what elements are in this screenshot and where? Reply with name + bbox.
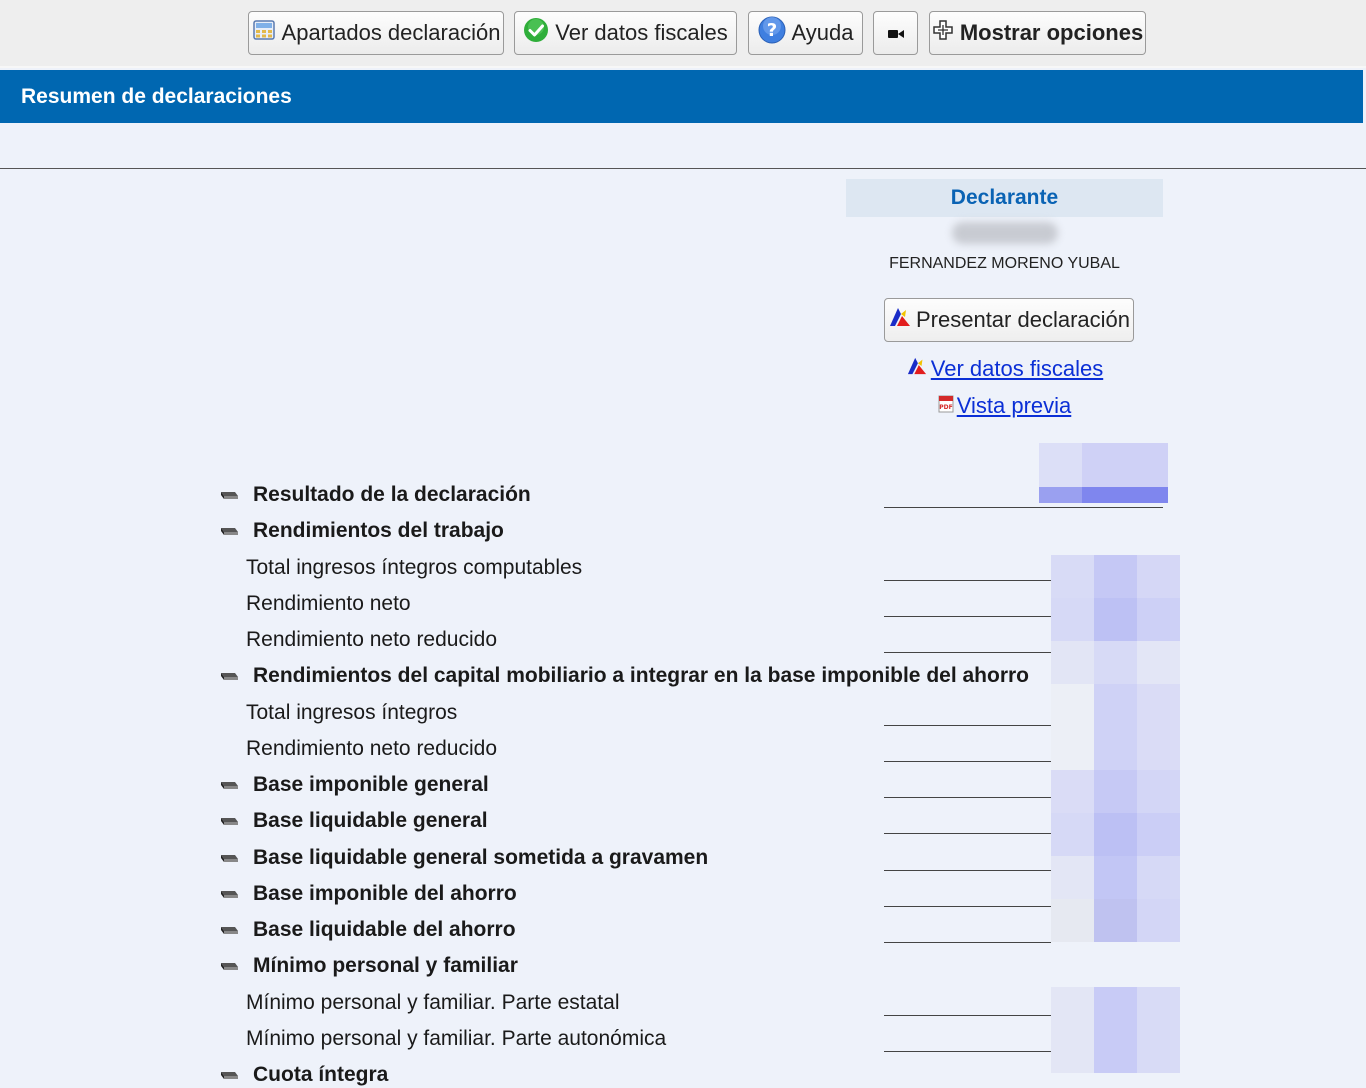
value-underline: [884, 761, 1051, 762]
header-value-block: [1039, 487, 1082, 503]
value-underline: [884, 942, 1051, 943]
redacted-value-block: [1094, 1030, 1137, 1073]
summary-row[interactable]: [219, 881, 517, 907]
redacted-value-block: [1137, 641, 1180, 684]
summary-row[interactable]: [219, 917, 516, 943]
summary-row: [246, 555, 582, 581]
summary-row: [246, 736, 497, 762]
collapse-toggle-icon[interactable]: [219, 1063, 239, 1087]
aeat-logo-icon: [888, 306, 912, 334]
summary-row-label: Cuota íntegra: [253, 1063, 389, 1086]
header-value-block: [1039, 443, 1082, 487]
redacted-value-block: [1051, 727, 1094, 770]
mostrar-opciones-button[interactable]: [929, 11, 1146, 55]
redacted-value-block: [1094, 727, 1137, 770]
svg-text:?: ?: [766, 20, 777, 41]
redacted-value-block: [1094, 856, 1137, 899]
collapse-toggle-icon[interactable]: [219, 773, 239, 797]
value-underline: [884, 616, 1051, 617]
presentar-declaracion-button[interactable]: [884, 298, 1134, 342]
redacted-value-block: [1137, 856, 1180, 899]
redacted-value-block: [1094, 770, 1137, 813]
redacted-value-block: [1137, 598, 1180, 641]
value-underline: [884, 1015, 1051, 1016]
summary-row-label: Rendimiento neto reducido: [246, 628, 497, 651]
toolbar: [0, 0, 1366, 68]
redacted-value-block: [1051, 856, 1094, 899]
value-underline: [884, 725, 1051, 726]
redacted-value-block: [1094, 555, 1137, 598]
video-tutorial-button[interactable]: [873, 11, 918, 55]
redacted-value-block: [1051, 598, 1094, 641]
redacted-value-block: [1051, 1030, 1094, 1073]
summary-row: [246, 1026, 666, 1052]
summary-row-label: Base liquidable general: [253, 809, 488, 832]
summary-row-label: Rendimiento neto reducido: [246, 737, 497, 760]
vista-previa-link[interactable]: Vista previa: [956, 393, 1072, 418]
summary-row: [246, 591, 411, 617]
summary-row-label: Rendimientos del capital mobiliario a integrar en la base imponible del ahorro: [253, 664, 1030, 687]
collapse-toggle-icon[interactable]: [219, 882, 239, 906]
summary-row[interactable]: [219, 518, 504, 544]
mostrar-opciones-label: Mostrar opciones: [959, 20, 1144, 45]
calculator-icon: [252, 18, 276, 48]
presentar-declaracion-label: Presentar declaración: [915, 307, 1130, 332]
value-underline: [884, 1051, 1051, 1052]
page-title: Resumen de declaraciones: [21, 84, 292, 108]
redacted-value-block: [1051, 641, 1094, 684]
collapse-toggle-icon[interactable]: [219, 519, 239, 543]
video-camera-icon: [887, 20, 905, 46]
redacted-value-block: [1051, 899, 1094, 942]
header-value-block: [1082, 487, 1168, 503]
value-underline: [884, 507, 1163, 508]
summary-row-label: Base imponible del ahorro: [253, 882, 517, 905]
redacted-value-block: [1137, 899, 1180, 942]
redacted-value-block: [1137, 1030, 1180, 1073]
vista-previa-link-row: [846, 392, 1163, 420]
redacted-value-block: [1137, 987, 1180, 1030]
ver-datos-fiscales-link-row: [846, 355, 1163, 383]
ver-datos-fiscales-link[interactable]: Ver datos fiscales: [930, 356, 1104, 381]
declarante-heading-text: Declarante: [950, 186, 1059, 209]
redacted-value-block: [1051, 684, 1094, 727]
summary-row: [246, 990, 620, 1016]
value-underline: [884, 652, 1051, 653]
value-underline: [884, 833, 1051, 834]
summary-row-label: Rendimientos del trabajo: [253, 519, 504, 542]
ver-datos-fiscales-button[interactable]: [514, 11, 737, 55]
green-check-icon: [523, 17, 549, 49]
summary-row-label: Base imponible general: [253, 773, 489, 796]
declarante-heading: [846, 179, 1163, 217]
svg-text:PDF: PDF: [938, 404, 953, 411]
apartados-declaracion-label: Apartados declaración: [281, 20, 501, 45]
divider: [0, 168, 1366, 169]
declarant-name: FERNANDEZ MORENO YUBAL: [889, 255, 1120, 272]
value-underline: [884, 580, 1051, 581]
summary-row[interactable]: [219, 1062, 388, 1088]
redacted-value-block: [1051, 555, 1094, 598]
redacted-value-block: [1137, 555, 1180, 598]
ayuda-button[interactable]: [748, 11, 863, 55]
summary-row: [246, 627, 497, 653]
summary-row[interactable]: [219, 953, 518, 979]
redacted-value-block: [1094, 899, 1137, 942]
pdf-icon: [938, 393, 954, 419]
options-plus-icon: [932, 19, 954, 47]
value-underline: [884, 870, 1051, 871]
redacted-value-block: [1051, 987, 1094, 1030]
summary-row-label: Mínimo personal y familiar: [253, 954, 518, 977]
summary-row-label: Total ingresos íntegros: [246, 701, 458, 724]
collapse-toggle-icon[interactable]: [219, 809, 239, 833]
summary-row[interactable]: [219, 808, 488, 834]
value-underline: [884, 906, 1051, 907]
collapse-toggle-icon[interactable]: [219, 918, 239, 942]
apartados-declaracion-button[interactable]: [248, 11, 504, 55]
redacted-value-block: [1094, 598, 1137, 641]
redacted-value-block: [1051, 770, 1094, 813]
redacted-value-block: [1051, 813, 1094, 856]
collapse-toggle-icon[interactable]: [219, 664, 239, 688]
aeat-logo-icon: [906, 356, 928, 382]
redacted-value-block: [1137, 684, 1180, 727]
summary-row[interactable]: [219, 663, 1029, 689]
summary-row-label: Base liquidable general sometida a gravamen: [253, 846, 709, 869]
summary-row[interactable]: [219, 772, 489, 798]
ver-datos-fiscales-label: Ver datos fiscales: [555, 20, 728, 45]
collapse-toggle-icon[interactable]: [219, 483, 239, 507]
help-icon: [758, 16, 786, 50]
header-value-block: [1082, 443, 1168, 487]
redacted-value-block: [1137, 727, 1180, 770]
summary-row-label: Base liquidable del ahorro: [253, 918, 516, 941]
ayuda-label: Ayuda: [791, 20, 854, 45]
redacted-value-block: [1094, 684, 1137, 727]
summary-row-label: Resultado de la declaración: [253, 483, 531, 506]
page-title-bar: [0, 70, 1363, 123]
collapse-toggle-icon[interactable]: [219, 954, 239, 978]
redacted-value-block: [1094, 987, 1137, 1030]
summary-row: [246, 700, 457, 726]
summary-row-label: Mínimo personal y familiar. Parte autonómica: [246, 1027, 667, 1050]
summary-row-label: Total ingresos íntegros computables: [246, 556, 583, 579]
redacted-nif: [952, 222, 1058, 244]
collapse-toggle-icon[interactable]: [219, 846, 239, 870]
redacted-value-block: [1094, 641, 1137, 684]
redacted-value-block: [1137, 770, 1180, 813]
summary-row[interactable]: [219, 845, 708, 871]
summary-row-label: Mínimo personal y familiar. Parte estatal: [246, 991, 620, 1014]
value-underline: [884, 797, 1051, 798]
summary-row[interactable]: [219, 482, 531, 508]
redacted-value-block: [1094, 813, 1137, 856]
summary-row-label: Rendimiento neto: [246, 592, 411, 615]
redacted-value-block: [1137, 813, 1180, 856]
